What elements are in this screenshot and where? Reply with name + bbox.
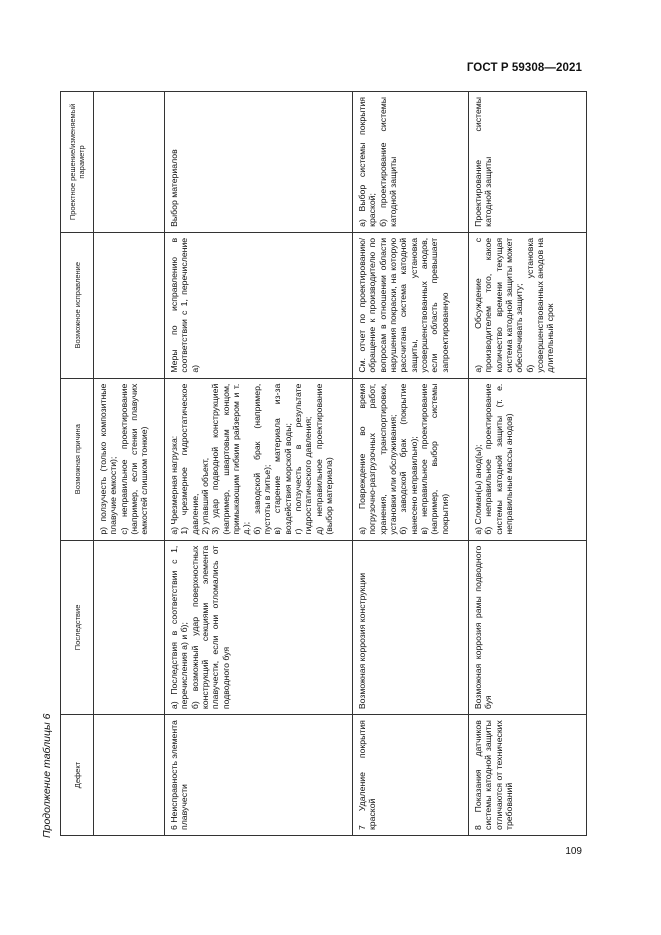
design-cell: а) Выбор системы покрытия краской; б) проектирование системы катодной защиты [353,92,469,233]
cause-cell: а) Повреждение во время погрузочно-разгрузочных работ, хранения, транспортировки, установки или обслуживания; б) заводской брак (покрытие нанесено неправильно); в) неправильное проектирование (например, выбор системы покрытия) [353,378,469,540]
defect-cell [94,715,165,836]
page-number: 109 [565,846,582,857]
column-header: Последствие [61,540,94,714]
fix-cell: Меры по исправлению в соответствии с 1, перечисление а) [165,232,353,378]
table-row [353,92,469,836]
fix-cell [94,232,165,378]
defect-cell: 6 Неисправность элемента плавучести [165,715,353,836]
fix-cell: См. отчет по проектированию/обращение к производителю по вопросам в отношении области нарушения покраски, на которую рассчитана система катодной защиты, установка усовершенствованных анодов, если область превышает запроектированную [353,232,469,378]
consequence-cell [94,540,165,714]
defect-cell: 8 Показания датчиков системы катодной защиты отличаются от технических требований [469,715,587,836]
cause-cell: р) ползучесть (только композитные плавучие емкости); с) неправильное проектирование (например, если стенки плавучих емкостей слишком тонкие) [94,378,165,540]
table-row [469,92,587,836]
table-row [165,92,353,836]
consequence-cell: Возможная коррозия рамы подводного буя [469,540,587,714]
column-header: Возможное исправление [61,232,94,378]
fix-cell: а) Обсуждение с производителем того, какое количество времени текущая система катодной защиты может обеспечивать защиту; б) установка усовершенствованных анодов на длительный срок [469,232,587,378]
column-header: Проектное решение/изменяемый параметр [61,92,94,233]
defect-cell: 7 Удаление покрытия краской [353,715,469,836]
column-header: Дефект [61,715,94,836]
defects-table [60,91,587,836]
consequence-cell: Возможная коррозия конструкции [353,540,469,714]
design-cell [94,92,165,233]
rotated-table-container [60,91,587,836]
table-caption: Продолжение таблицы 6 [41,713,53,838]
table-header-row [61,92,94,836]
document-header: ГОСТ Р 59308—2021 [466,62,582,74]
design-cell: Выбор материалов [165,92,353,233]
cause-cell: а) Сломан(ы) анод(ы); б) неправильное проектирование системы катодной защиты (т. е. неправильные массы анодов) [469,378,587,540]
table-row [94,92,165,836]
column-header: Возможная причина [61,378,94,540]
cause-cell: а) Чрезмерная нагрузка: 1) чрезмерное гидростатическое давление, 2) упавший объект, 3) удар подводной конструкцией (например, швартовым концом, примыкающим гибким райзером и т. д.); б) заводской брак (например, пустоты в литье); в) старение материала из-за воздействия морской воды; г) ползучесть в результате гидростатического давления; д) неправильное проектирование (выбор материала) [165,378,353,540]
consequence-cell: а) Последствия в соответствии с 1, перечисления а) и б); б) возможный удар поверхностных конструкций секциями элемента плавучести, если они отломались от подводного буя [165,540,353,714]
design-cell: Проектирование системы катодной защиты [469,92,587,233]
